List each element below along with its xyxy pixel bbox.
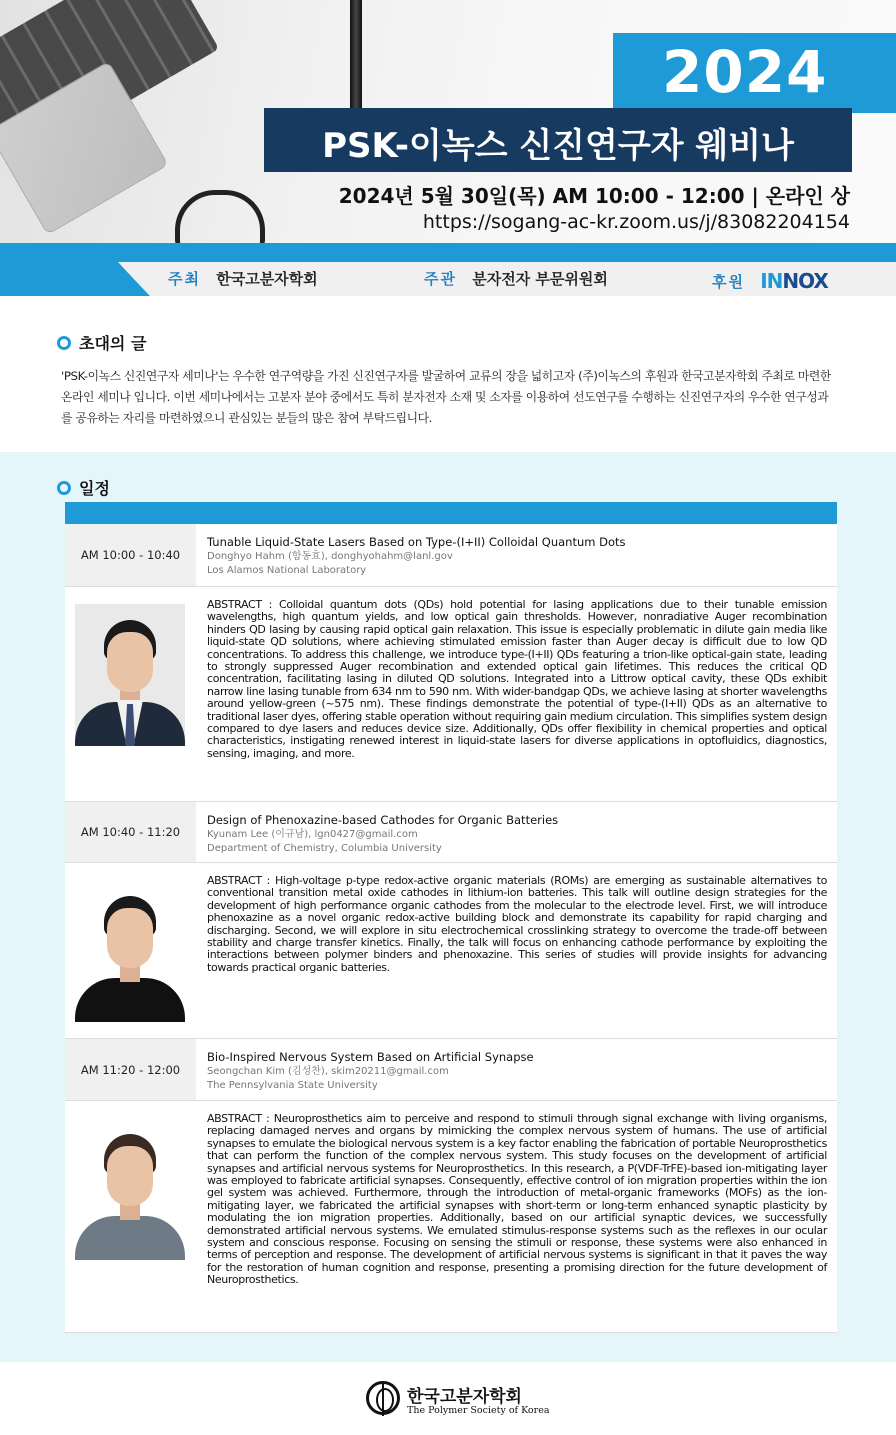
schedule-title: 일정 — [79, 479, 110, 498]
talk-info — [196, 1039, 837, 1100]
society-name: 한국고분자학회 — [407, 1387, 522, 1407]
talk-row — [65, 802, 837, 863]
talk-affiliation: Los Alamos National Laboratory — [207, 565, 367, 576]
host-name: 한국고분자학회 — [216, 270, 318, 288]
talk-info — [196, 524, 837, 586]
talk-speaker: Kyunam Lee (이규남), lgn0427@gmail.com — [207, 829, 418, 840]
talk-title: Design of Phenoxazine-based Cathodes for Organic Batteries — [207, 813, 559, 827]
sponsor — [712, 268, 828, 292]
organizer-name: 분자전자 부문위원회 — [472, 270, 608, 288]
talk-abstract: ABSTRACT : Neuroprosthetics aim to perceive and respond to stimuli through signal exchange with living organisms, replacing damaged nerves and organs by mimicking the complex nervous system of humans. The use of artificial synapses to emulate the biological nervous system is a key factor enabling the fabrication of portable Neuroprosthetics that can perform the function of the complex nervous system. This study focuses on the development of artificial synapses and artificial nervous systems for Neuroprosthetics. In this research, a P(VDF-TrFE)-based ion-mitigating layer was employed to fabricate artificial synapses. Consequently, effective control of ion migration properties within the ion gel system was achieved. Furthermore, through the introduction of metal-organic frameworks (MOFs) as the ion-mitigating layer, we fabricated the artificial synapses with short-term or long-term enhanced synaptic plasticity by modulating the ion migration properties. Additionally, based on our artificial synaptic devices, we successfully demonstrated artificial nervous systems. We emulated stimulus-response systems such as the reflexes in our ocular system and conscious response. Focusing on sensing the stimuli or response, these systems were also enhanced in terms of perception and response. The development of artificial nervous systems is significant in that it paves the way for the restoration of human cognition and response, presenting a promising direction for the future development of Neuroprosthetics. — [207, 1112, 827, 1287]
polymer-society-logo-icon — [366, 1381, 400, 1415]
talk-time: AM 11:20 - 12:00 — [65, 1039, 196, 1100]
schedule-table — [65, 524, 837, 1333]
portrait-face — [107, 632, 153, 692]
portrait-face — [107, 1146, 153, 1206]
zoom-link[interactable]: https://sogang-ac-kr.zoom.us/j/83082204154 — [422, 211, 850, 233]
portrait-shirt — [75, 978, 185, 1022]
talk-row — [65, 1039, 837, 1101]
speaker-photo-cell — [65, 587, 196, 801]
talk-time: AM 10:40 - 11:20 — [65, 802, 196, 862]
talk-info — [196, 802, 837, 862]
speaker-photo — [75, 1118, 185, 1260]
talk-affiliation: The Pennsylvania State University — [207, 1080, 378, 1091]
talk-abstract: ABSTRACT : Colloidal quantum dots (QDs) hold potential for lasing applications due to their tunable emission wavelengths, high quantum yields, and low optical gain thresholds. However, nonradiative Auger recombination hinders QD lasing by causing rapid optical gain relaxation. This issue is especially problematic in dilute gain media like liquid-state QD solutions, where achieving stimulated emission faster than Auger decay is difficult due to low QD concentrations. To address this challenge, we introduce type-(I+II) QDs featuring a trion-like optical-gain state, leading to strongly suppressed Auger recombination and extended optical gain lifetimes. This reduces the critical QD concentration, facilitating lasing in diluted QD solutions. Integrated into a Littrow optical cavity, these QDs exhibit narrow line lasing tunable from 634 nm to 590 nm. With wider-bandgap QDs, we achieve lasing at shorter wavelengths around yellow-green (~575 nm). These findings demonstrate the potential of type-(I+II) QDs as an alternative to traditional laser dyes, offering stable operation without requiring gain medium circulation. This simplifies system design compared to dye lasers and reduces device size. Additionally, QDs offer flexibility in chemical properties and optical characteristics, instigating renewed interest in liquid-state lasers for diverse applications in optofluidics, diagnostics, sensing, imaging, and more. — [207, 598, 827, 760]
portrait-jacket — [75, 1216, 185, 1260]
portrait-face — [107, 908, 153, 968]
event-year: 2024 — [662, 38, 828, 106]
talk-speaker: Seongchan Kim (김성찬), skim20211@gmail.com — [207, 1066, 449, 1077]
event-datetime: 2024년 5월 30일(목) AM 10:00 - 12:00 | 온라인 상 — [338, 184, 850, 208]
talk-title: Tunable Liquid-State Lasers Based on Type-(I+II) Colloidal Quantum Dots — [207, 535, 626, 549]
abstract-row — [65, 863, 837, 1039]
schedule-heading — [57, 476, 110, 499]
abstract-row — [65, 1101, 837, 1333]
invitation-heading — [57, 331, 146, 354]
innox-logo-nox: NOX — [782, 269, 828, 293]
abstract-row — [65, 587, 837, 802]
speaker-photo — [75, 604, 185, 746]
circle-bullet-icon — [57, 481, 71, 495]
schedule-table-header — [65, 502, 837, 524]
host-label: 주최 — [168, 270, 201, 288]
invitation-text: 'PSK-이녹스 신진연구자 세미나'는 우수한 연구역량을 가진 신진연구자를 발굴하여 교류의 장을 넓히고자 (주)이녹스의 후원과 한국고분자학회 주최로 마련한 온라인 세미나 입니다. 이번 세미나에서는 고분자 분야 중에서도 특히 분자전자 소재 및 소자를 이용하여 선도연구를 수행하는 신진연구자의 우수한 연구성과를 공유하는 자리를 마련하였으니 관심있는 분들의 많은 참여 부탁드립니다. — [61, 369, 831, 425]
speaker-photo-cell — [65, 1101, 196, 1332]
host — [168, 268, 318, 289]
innox-logo — [760, 269, 828, 293]
speaker-photo — [75, 880, 185, 1022]
organizer-label: 주관 — [424, 270, 457, 288]
speaker-photo-cell — [65, 863, 196, 1038]
sponsor-label: 후원 — [712, 273, 745, 291]
invitation-title: 초대의 글 — [79, 334, 147, 353]
talk-affiliation: Department of Chemistry, Columbia University — [207, 843, 442, 854]
organizer-bar-accent — [0, 243, 896, 265]
talk-speaker: Donghyo Hahm (함동효), donghyohahm@lanl.gov — [207, 551, 453, 562]
innox-logo-in: IN — [760, 269, 783, 293]
society-name-en: The Polymer Society of Korea — [407, 1405, 550, 1416]
talk-title: Bio-Inspired Nervous System Based on Artificial Synapse — [207, 1050, 534, 1064]
organizer — [424, 268, 608, 289]
talk-abstract: ABSTRACT : High-voltage p-type redox-active organic materials (ROMs) are emerging as sustainable alternatives to conventional transition metal oxide cathodes in lithium-ion batteries. This talk will outline design strategies for the development of high performance organic cathodes from the molecular to the electrode level. First, we will introduce phenoxazine as a novel organic redox-active building block and demonstrate its capability for rapid charging and discharging. Second, we will explore in situ electrochemical crosslinking strategy to overcome the trade-off between stability and charge transfer kinetics. Finally, the talk will focus on enhancing cathode performance by exploiting the interactions between polymer binders and phenoxazine. This series of studies will provide insights for advancing towards practical organic batteries. — [207, 874, 827, 974]
talk-row — [65, 524, 837, 587]
circle-bullet-icon — [57, 336, 71, 350]
event-title: PSK-이녹스 신진연구자 웨비나 — [322, 126, 794, 166]
talk-time: AM 10:00 - 10:40 — [65, 524, 196, 586]
